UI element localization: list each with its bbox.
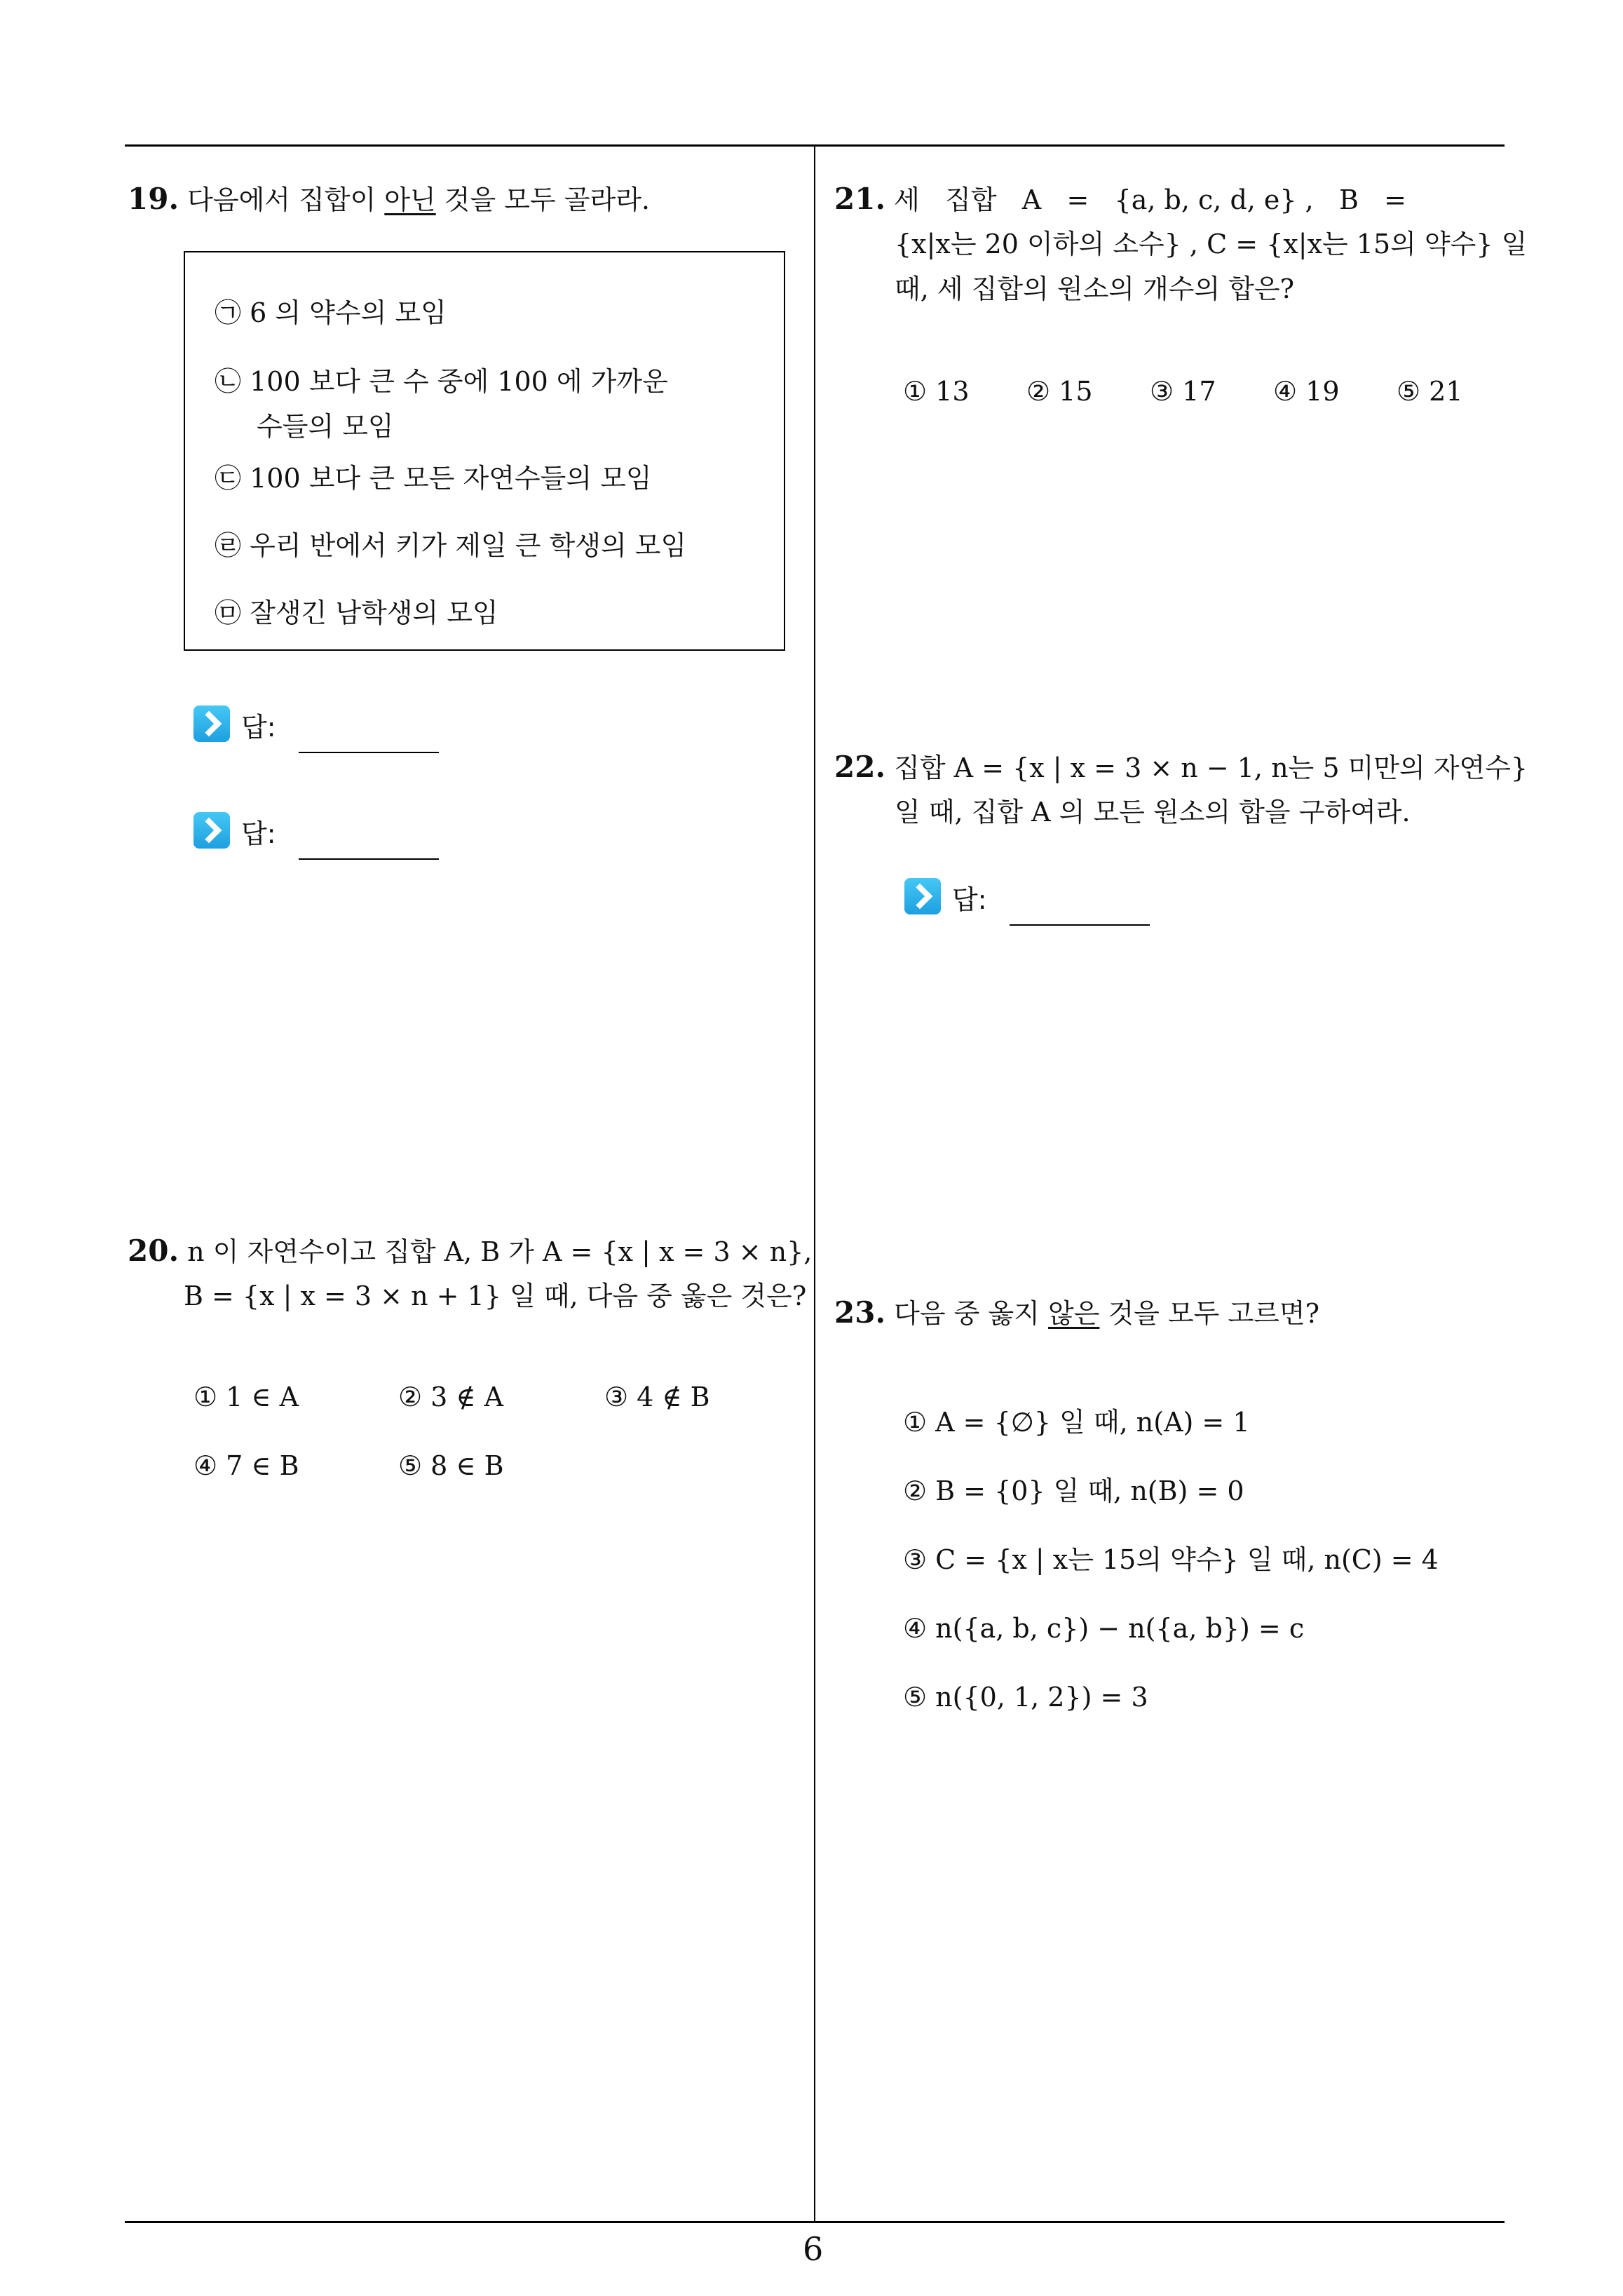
q23-choice-2[interactable]: ② B = {0} 일 때, n(B) = 0 [903, 1475, 1244, 1506]
q23-stem: 23. 다음 중 옳지 않은 것을 모두 고르면? [834, 1295, 1319, 1330]
q21-choice-2[interactable]: ② 15 [1026, 376, 1093, 407]
q21-choice-3[interactable]: ③ 17 [1150, 376, 1216, 407]
q21-stem-line3: 때, 세 집합의 원소의 개수의 합은? [895, 274, 1295, 304]
column-divider [814, 144, 815, 2222]
q19-answer-label-1: 답: [241, 712, 276, 743]
q20-number: 20. [128, 1234, 179, 1268]
q19-item-4: ㉣ 우리 반에서 키가 제일 큰 학생의 모임 [215, 530, 687, 561]
q23-choice-1[interactable]: ① A = {∅} 일 때, n(A) = 1 [903, 1407, 1250, 1438]
q23-number: 23. [834, 1295, 886, 1330]
q19-number: 19. [128, 182, 179, 216]
q19-emphasis: 아닌 [384, 184, 436, 215]
q23-choice-5[interactable]: ⑤ n({0, 1, 2}) = 3 [903, 1682, 1148, 1713]
page-number: 6 [803, 2230, 824, 2268]
q22-answer-label: 답: [952, 884, 987, 915]
q19-item-2-cont: 수들의 모임 [257, 411, 394, 442]
q22-number: 22. [834, 750, 886, 784]
q20-choice-2[interactable]: ② 3 ∉ A [398, 1382, 504, 1412]
q20-stem-line2: B = {x | x = 3 × n + 1} 일 때, 다음 중 옳은 것은? [184, 1281, 807, 1311]
q21-stem-line1: 21. 세 집합 A = {a, b, c, d, e} , B = [834, 182, 1406, 216]
q22-stem-line1: 22. 집합 A = {x | x = 3 × n − 1, n는 5 미만의 자연수} [834, 750, 1528, 784]
q19-item-1: ㉠ 6 의 약수의 모임 [215, 297, 447, 328]
q19-item-2: ㉡ 100 보다 큰 수 중에 100 에 가까운 [215, 366, 668, 397]
q21-stem-line2: {x|x는 20 이하의 소수} , C = {x|x는 15의 약수} 일 [895, 229, 1528, 259]
q19-answer-blank-1[interactable] [299, 752, 439, 753]
q19-answer-label-2: 답: [241, 818, 276, 849]
q19-stem: 19. 다음에서 집합이 아닌 것을 모두 골라라. [128, 182, 650, 216]
q20-choice-4[interactable]: ④ 7 ∈ B [193, 1450, 299, 1481]
q20-choice-1[interactable]: ① 1 ∈ A [193, 1382, 299, 1412]
q20-choice-3[interactable]: ③ 4 ∉ B [604, 1382, 710, 1412]
q21-choice-4[interactable]: ④ 19 [1273, 376, 1340, 407]
q21-number: 21. [834, 182, 886, 216]
q23-emphasis: 않은 [1047, 1298, 1100, 1329]
q21-choice-1[interactable]: ① 13 [903, 376, 970, 407]
bottom-rule [125, 2221, 1505, 2223]
answer-arrow-icon [193, 705, 230, 742]
q20-choice-5[interactable]: ⑤ 8 ∈ B [398, 1450, 504, 1481]
answer-arrow-icon [193, 812, 230, 849]
answer-arrow-icon [904, 878, 941, 914]
q19-item-5: ㉤ 잘생긴 남학생의 모임 [215, 597, 498, 628]
q22-answer-blank[interactable] [1010, 924, 1150, 926]
q19-answer-blank-2[interactable] [299, 858, 439, 860]
q20-stem-line1: 20. n 이 자연수이고 집합 A, B 가 A = {x | x = 3 × n}, [128, 1234, 813, 1268]
q22-stem-line2: 일 때, 집합 A 의 모든 원소의 합을 구하여라. [895, 797, 1411, 828]
q21-choice-5[interactable]: ⑤ 21 [1397, 376, 1463, 407]
q23-choice-3[interactable]: ③ C = {x | x는 15의 약수} 일 때, n(C) = 4 [903, 1544, 1439, 1575]
q19-item-3: ㉢ 100 보다 큰 모든 자연수들의 모임 [215, 463, 652, 494]
q23-choice-4[interactable]: ④ n({a, b, c}) − n({a, b}) = c [903, 1613, 1305, 1644]
